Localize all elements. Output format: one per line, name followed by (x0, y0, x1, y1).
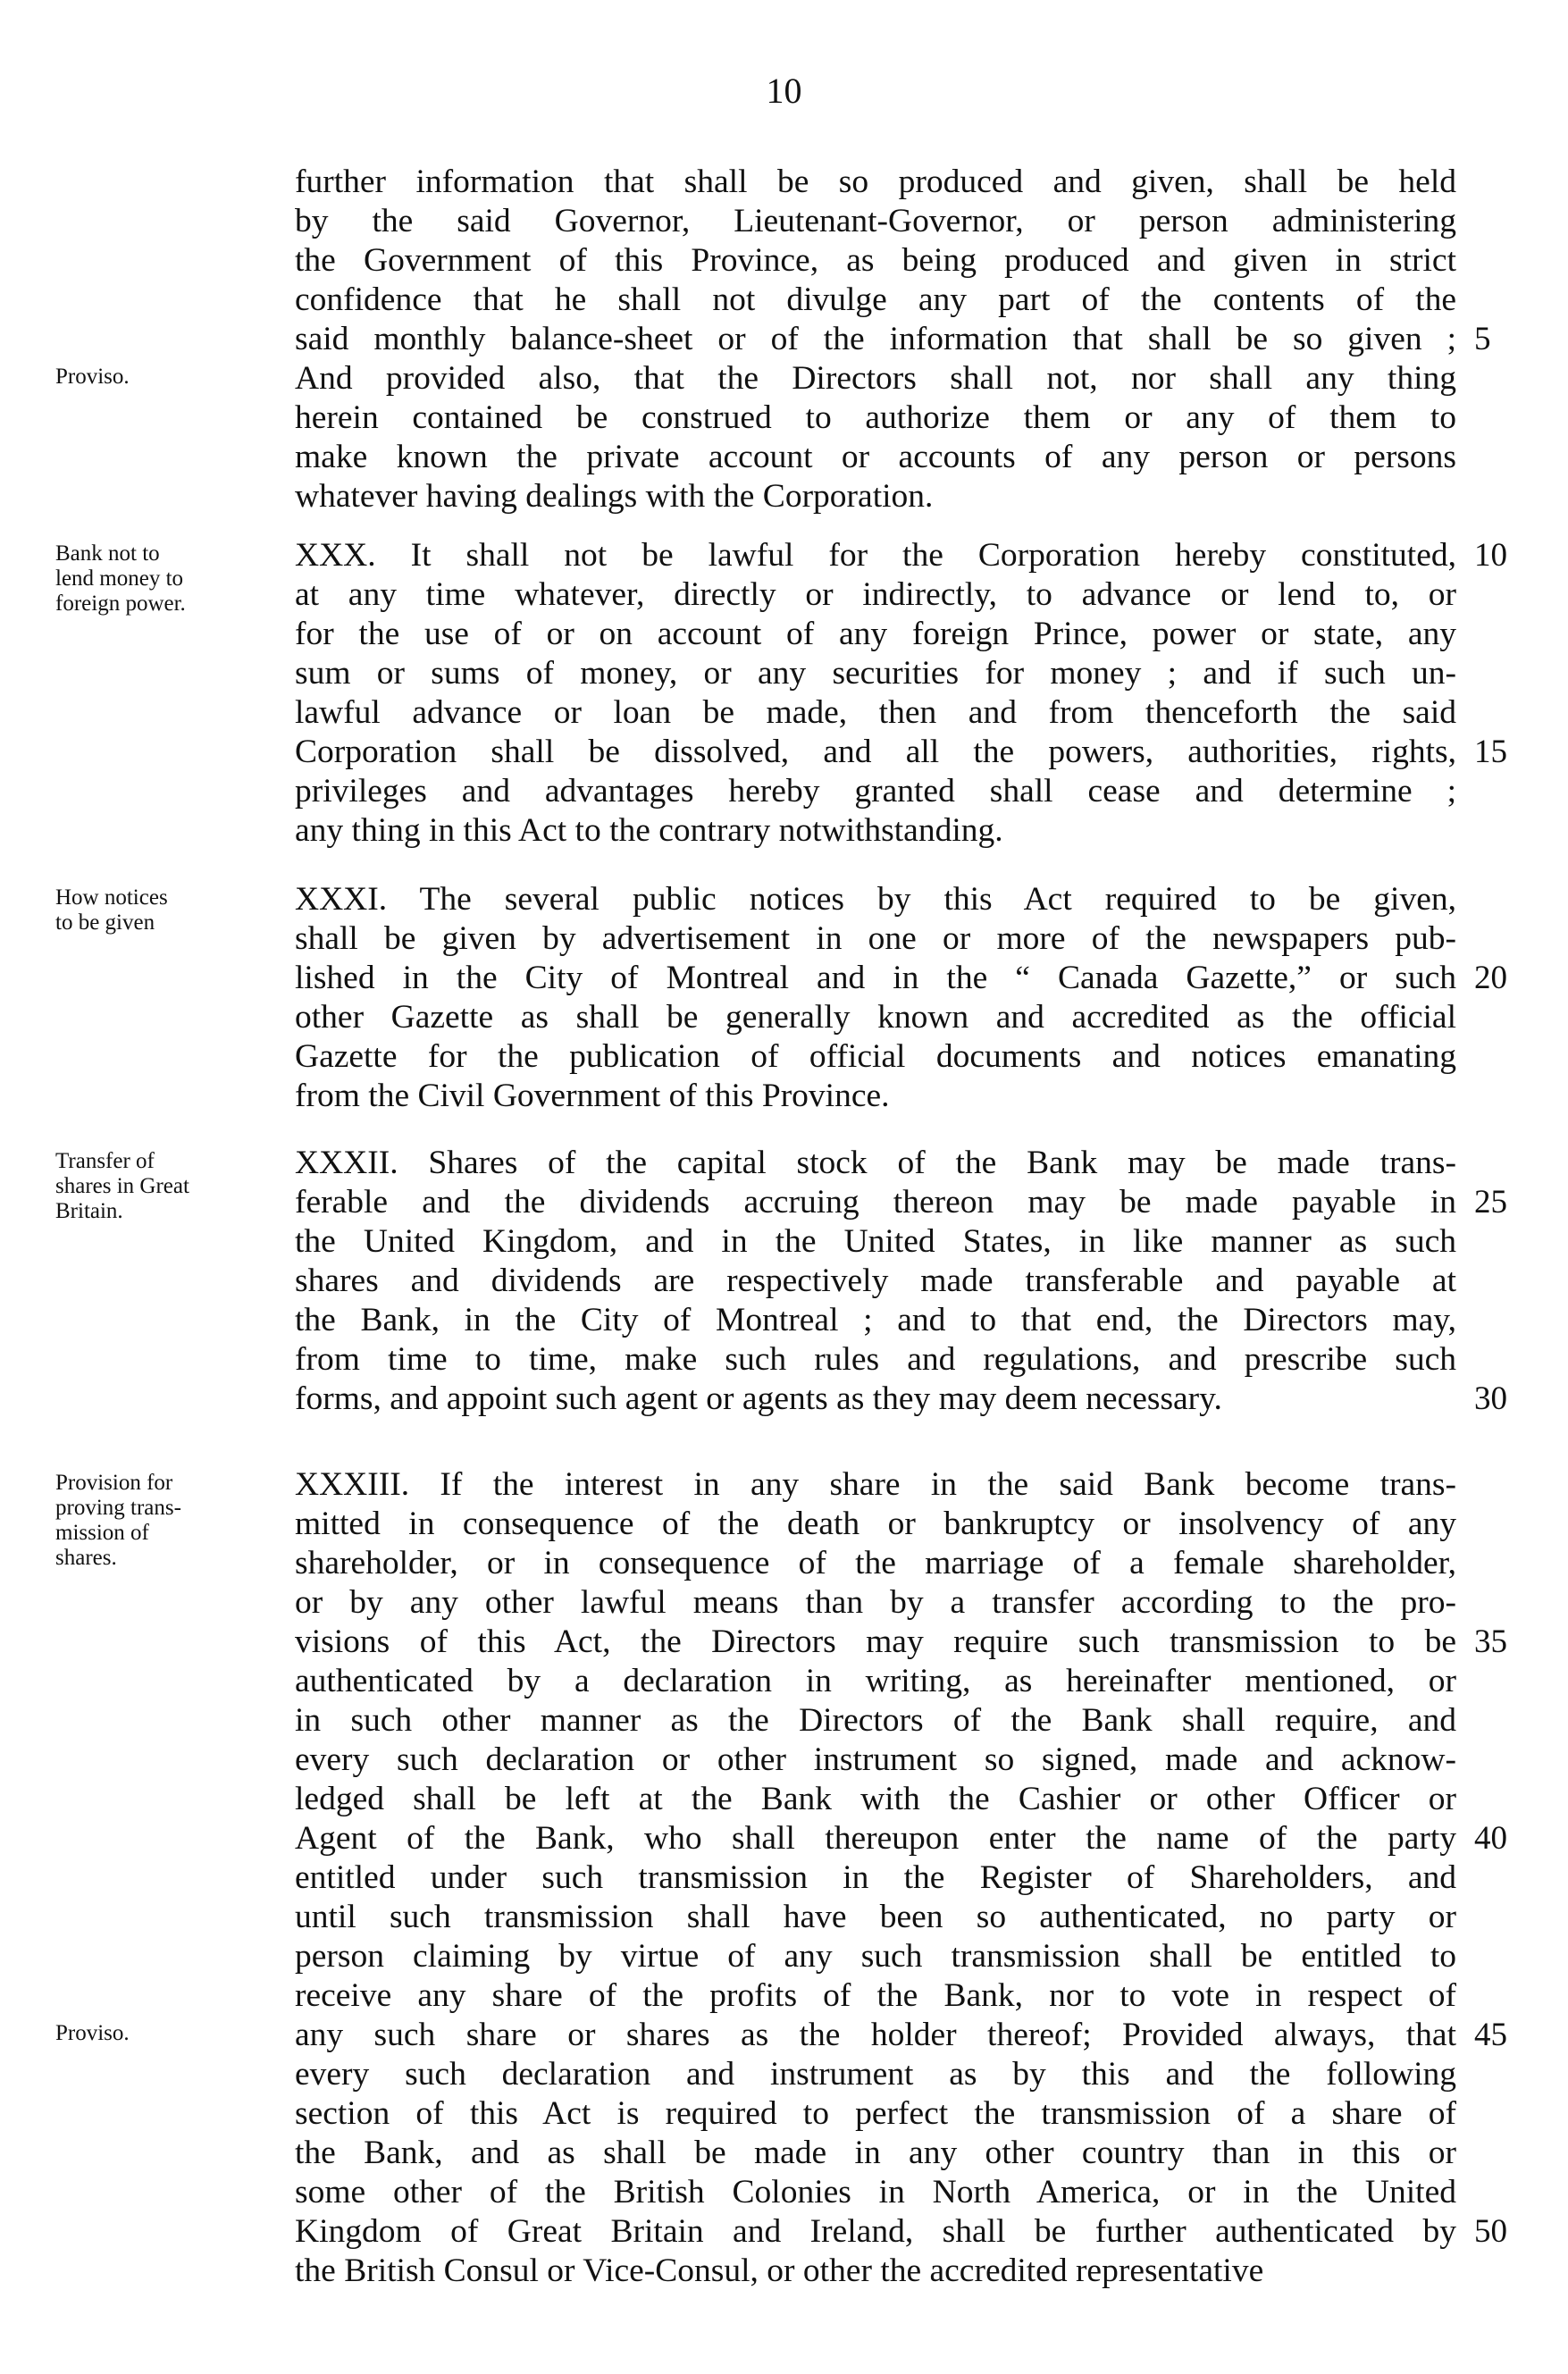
text-line (0, 1222, 1568, 1262)
line-text: other Gazette as shall be generally known and accredited as the official (295, 999, 1456, 1036)
marginal-note (55, 541, 297, 617)
text-line (0, 1340, 1568, 1380)
line-text: the Bank, and as shall be made in any other country than in this or (295, 2135, 1456, 2171)
line-number: 20 (1474, 960, 1507, 996)
text-line (0, 998, 1568, 1037)
marginal-note-line: shares in Great (55, 1174, 189, 1198)
line-number: 45 (1474, 2017, 1507, 2053)
line-text: Agent of the Bank, who shall thereupon enter the name of the party (295, 1820, 1456, 1857)
marginal-note-line: lend money to (55, 566, 184, 591)
line-text: confidence that he shall not divulge any part of the contents of the (295, 281, 1456, 318)
text-line (0, 1701, 1568, 1741)
line-number: 50 (1474, 2213, 1507, 2250)
line-number: 10 (1474, 537, 1507, 574)
text-line (0, 398, 1568, 438)
line-text: And provided also, that the Directors shall not, nor shall any thing (295, 360, 1456, 397)
line-number: 5 (1474, 321, 1491, 357)
marginal-note-line: shares. (55, 1546, 117, 1570)
marginal-note-line: How notices (55, 885, 168, 910)
line-number: 35 (1474, 1623, 1507, 1660)
text-line (0, 241, 1568, 281)
line-text: any thing in this Act to the contrary notwithstanding. (295, 812, 1003, 849)
text-line (0, 2134, 1568, 2173)
text-line (0, 1937, 1568, 1976)
line-text: lawful advance or loan be made, then and from thenceforth the said (295, 694, 1456, 731)
text-line (0, 1077, 1568, 1116)
line-text: Kingdom of Great Britain and Ireland, shall be further authenticated by (295, 2213, 1456, 2250)
line-text: receive any share of the profits of the Bank, nor to vote in respect of (295, 1977, 1456, 2014)
text-line (0, 1262, 1568, 1301)
marginal-note-line: Provision for (55, 1471, 173, 1495)
line-text: authenticated by a declaration in writing, as hereinafter mentioned, or (295, 1663, 1456, 1699)
text-line (0, 1037, 1568, 1077)
text-line (0, 1380, 1568, 1419)
line-text: lished in the City of Montreal and in the “ Canada Gazette,” or such (295, 960, 1456, 996)
text-line (0, 811, 1568, 851)
line-text: ferable and the dividends accruing thereon may be made payable in (295, 1184, 1456, 1221)
line-text: some other of the British Colonies in North America, or in the United (295, 2174, 1456, 2210)
marginal-note-line: Proviso. (55, 365, 130, 389)
line-text: from the Civil Government of this Province. (295, 1078, 890, 1114)
line-text: mitted in consequence of the death or bankruptcy or insolvency of any (295, 1506, 1456, 1542)
text-line (0, 615, 1568, 654)
text-line (0, 1623, 1568, 1662)
line-text: said monthly balance-sheet or of the information that shall be so given ; (295, 321, 1456, 357)
marginal-note-line: Britain. (55, 1199, 123, 1223)
text-line (0, 2055, 1568, 2094)
line-text: privileges and advantages hereby granted shall cease and determine ; (295, 773, 1456, 810)
line-number: 15 (1474, 734, 1507, 770)
line-text: the British Consul or Vice-Consul, or other the accredited representative (295, 2252, 1264, 2289)
text-line (0, 163, 1568, 202)
line-text: make known the private account or accounts of any person or persons (295, 439, 1456, 475)
line-text: person claiming by virtue of any such transmission shall be entitled to (295, 1938, 1456, 1975)
line-text: visions of this Act, the Directors may require such transmission to be (295, 1623, 1456, 1660)
text-line (0, 2173, 1568, 2212)
text-line (0, 2252, 1568, 2291)
line-text: herein contained be construed to authorize them or any of them to (295, 399, 1456, 436)
line-text: XXX. It shall not be lawful for the Corporation hereby constituted, (295, 537, 1456, 574)
line-text: whatever having dealings with the Corporation. (295, 478, 934, 515)
marginal-note-line: Bank not to (55, 541, 160, 566)
marginal-note-line: proving trans- (55, 1496, 181, 1520)
line-text: the Bank, in the City of Montreal ; and to that end, the Directors may, (295, 1302, 1456, 1338)
line-text: forms, and appoint such agent or agents as they may deem necessary. (295, 1380, 1222, 1417)
line-text: for the use of or on account of any foreign Prince, power or state, any (295, 616, 1456, 652)
marginal-note (55, 365, 297, 390)
line-text: at any time whatever, directly or indirectly, to advance or lend to, or (295, 576, 1456, 613)
text-line (0, 959, 1568, 998)
line-number: 30 (1474, 1380, 1507, 1417)
text-line (0, 202, 1568, 241)
text-line (0, 2094, 1568, 2134)
line-text: every such declaration or other instrument so signed, made and acknow- (295, 1741, 1456, 1778)
line-text: Gazette for the publication of official documents and notices emanating (295, 1038, 1456, 1075)
text-line (0, 1583, 1568, 1623)
line-text: sum or sums of money, or any securities for money ; and if such un- (295, 655, 1456, 692)
line-text: shall be given by advertisement in one or more of the newspapers pub- (295, 920, 1456, 957)
text-line (0, 693, 1568, 733)
line-text: any such share or shares as the holder thereof; Provided always, that (295, 2017, 1456, 2053)
line-text: ledged shall be left at the Bank with the Cashier or other Officer or (295, 1781, 1456, 1817)
text-line (0, 1819, 1568, 1858)
line-text: further information that shall be so produced and given, shall be held (295, 164, 1456, 200)
line-text: XXXI. The several public notices by this Act required to be given, (295, 881, 1456, 918)
marginal-note-line: Transfer of (55, 1149, 155, 1173)
line-text: the Government of this Province, as being produced and given in strict (295, 242, 1456, 279)
text-line (0, 1780, 1568, 1819)
marginal-note-line: to be given (55, 910, 155, 935)
text-line (0, 320, 1568, 359)
marginal-note (55, 2021, 297, 2046)
marginal-note (55, 1471, 297, 1571)
text-line (0, 1741, 1568, 1780)
line-text: XXXII. Shares of the capital stock of the Bank may be made trans- (295, 1145, 1456, 1181)
marginal-note-line: foreign power. (55, 591, 186, 616)
line-text: in such other manner as the Directors of the Bank shall require, and (295, 1702, 1456, 1739)
page-number: 10 (766, 71, 802, 111)
line-text: shareholder, or in consequence of the marriage of a female shareholder, (295, 1545, 1456, 1581)
line-text: the United Kingdom, and in the United States, in like manner as such (295, 1223, 1456, 1260)
line-text: entitled under such transmission in the Register of Shareholders, and (295, 1859, 1456, 1896)
line-text: every such declaration and instrument as by this and the following (295, 2056, 1456, 2093)
text-line (0, 654, 1568, 693)
text-line (0, 1301, 1568, 1340)
text-line (0, 438, 1568, 477)
line-text: by the said Governor, Lieutenant-Governor, or person administering (295, 203, 1456, 239)
text-line (0, 477, 1568, 516)
text-line (0, 733, 1568, 772)
line-text: from time to time, make such rules and regulations, and prescribe such (295, 1341, 1456, 1378)
text-line (0, 1898, 1568, 1937)
text-line (0, 2212, 1568, 2252)
text-line (0, 1662, 1568, 1701)
marginal-note (55, 885, 297, 935)
line-number: 40 (1474, 1820, 1507, 1857)
marginal-note (55, 1149, 297, 1224)
line-text: Corporation shall be dissolved, and all the powers, authorities, rights, (295, 734, 1456, 770)
line-text: or by any other lawful means than by a transfer according to the pro- (295, 1584, 1456, 1621)
marginal-note-line: mission of (55, 1521, 149, 1545)
line-number: 25 (1474, 1184, 1507, 1221)
text-line (0, 1976, 1568, 2016)
line-text: section of this Act is required to perfect the transmission of a share of (295, 2095, 1456, 2132)
text-line (0, 772, 1568, 811)
line-text: XXXIII. If the interest in any share in the said Bank become trans- (295, 1466, 1456, 1503)
line-text: until such transmission shall have been so authenticated, no party or (295, 1899, 1456, 1935)
line-text: shares and dividends are respectively made transferable and payable at (295, 1262, 1456, 1299)
marginal-note-line: Proviso. (55, 2021, 130, 2045)
text-line (0, 281, 1568, 320)
text-line (0, 1858, 1568, 1898)
